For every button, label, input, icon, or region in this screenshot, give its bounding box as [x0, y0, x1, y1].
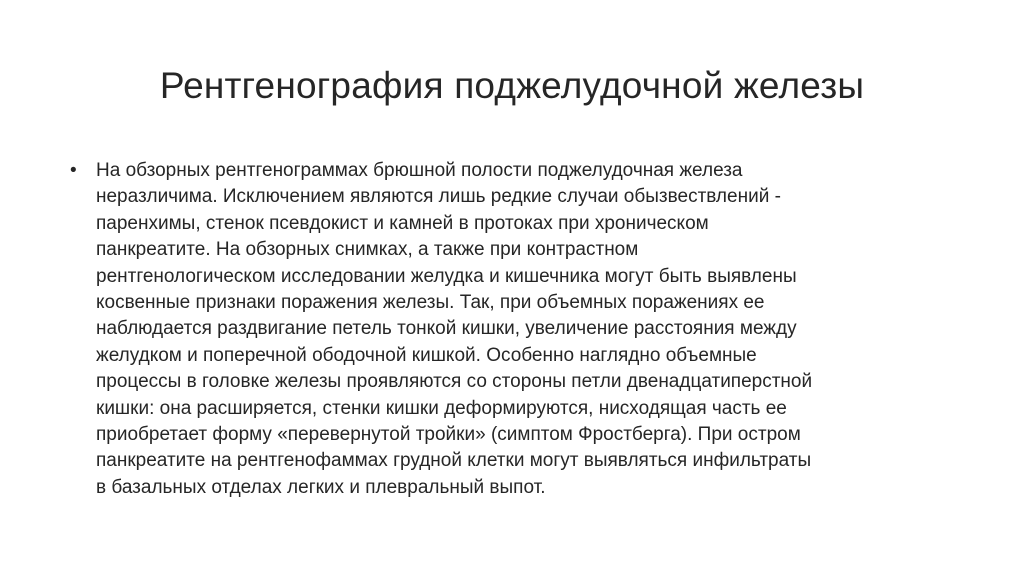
paragraph-line: желудком и поперечной ободочной кишкой. Особенно наглядно объемные — [96, 344, 757, 366]
paragraph-line: кишки: она расширяется, стенки кишки деформируются, нисходящая часть ее — [96, 397, 787, 419]
bullet-marker: • — [70, 160, 77, 181]
paragraph-line: На обзорных рентгенограммах брюшной полости поджелудочная железа — [96, 160, 743, 181]
paragraph-line: панкреатите на рентгенофаммах грудной клетки могут выявляться инфильтраты — [96, 450, 812, 472]
paragraph-line: неразличима. Исключением являются лишь редкие случаи обызвествлений - — [96, 186, 781, 208]
slide-title: Рентгенография поджелудочной железы — [159, 65, 865, 106]
paragraph-line: процессы в головке железы проявляются со стороны петли двенадцатиперстной — [96, 371, 813, 393]
paragraph-line: рентгенологическом исследовании желудка и кишечника могут быть выявлены — [96, 265, 797, 287]
paragraph-line: паренхимы, стенок псевдокист и камней в протоках при хроническом — [96, 212, 709, 234]
paragraph-line: косвенные признаки поражения железы. Так, при объемных поражениях ее — [96, 292, 765, 313]
paragraph-line: приобретает форму «перевернутой тройки» (симптом Фростберга). При остром — [96, 424, 801, 445]
paragraph-line: в базальных отделах легких и плевральный выпот. — [96, 476, 546, 498]
paragraph-line: наблюдается раздвигание петель тонкой кишки, увеличение расстояния между — [96, 318, 797, 340]
paragraph-line: панкреатите. На обзорных снимках, а также при контрастном — [96, 239, 639, 261]
